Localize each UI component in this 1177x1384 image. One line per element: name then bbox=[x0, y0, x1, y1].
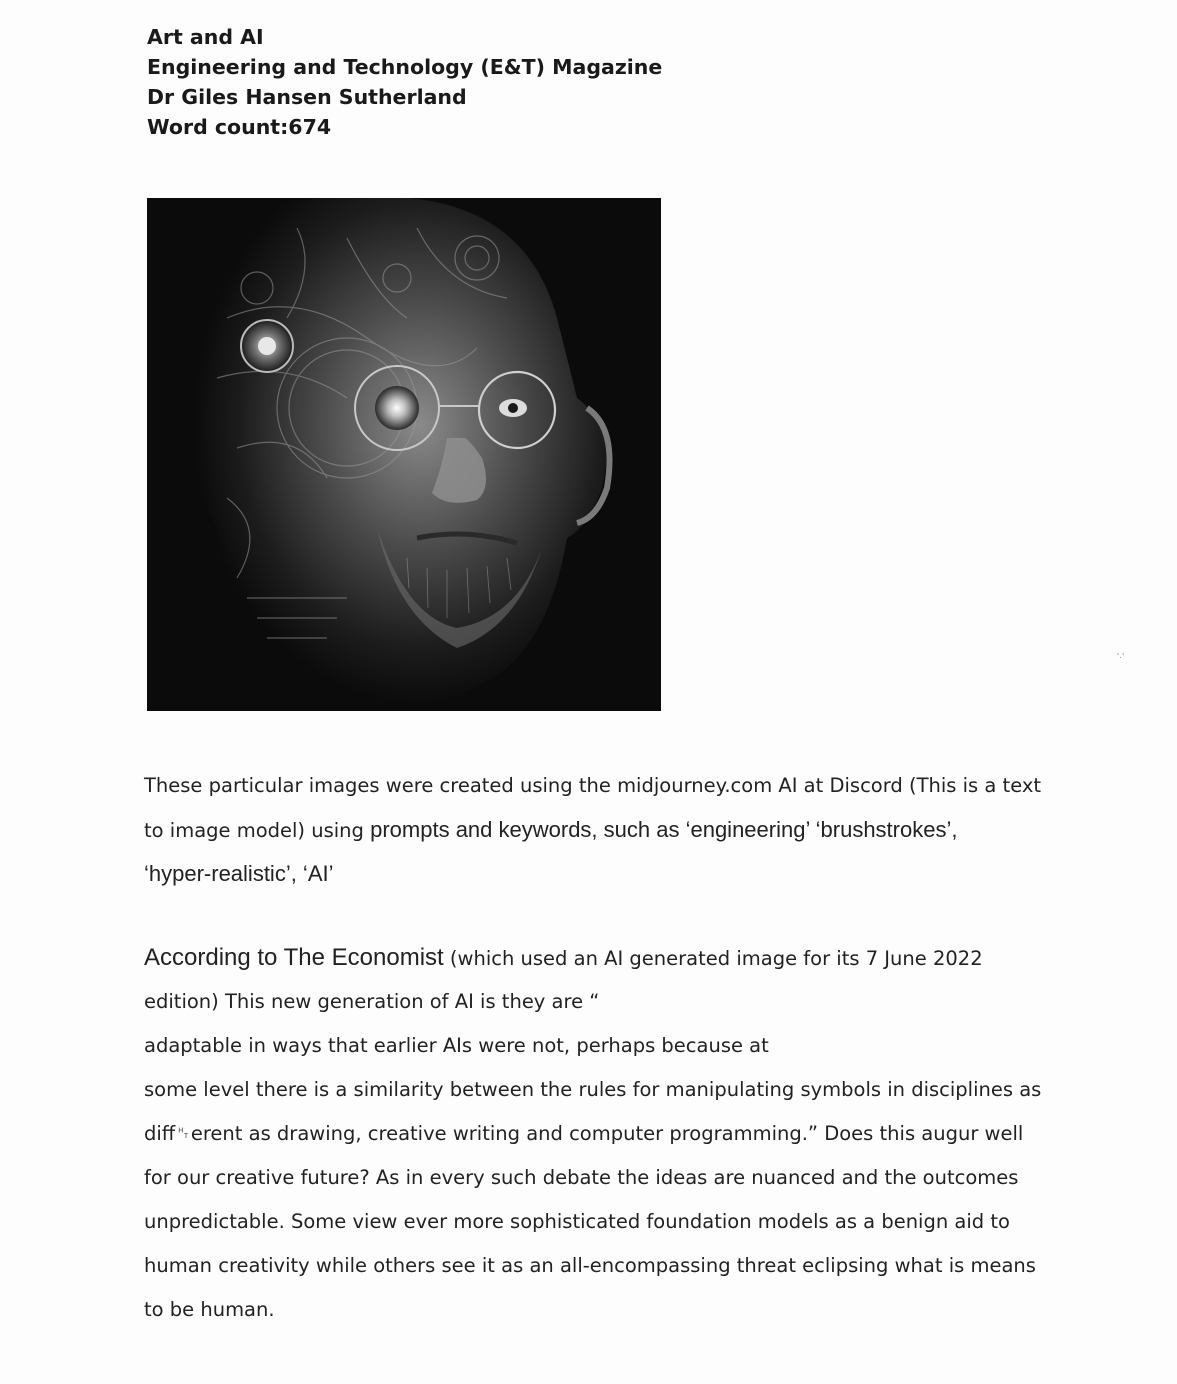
paragraph-line: unpredictable. Some view ever more sophisticated foundation models as a benign aid to bbox=[144, 1210, 1010, 1233]
portrait-illustration bbox=[147, 198, 661, 711]
paragraph-economist bbox=[144, 936, 1064, 1332]
paragraph-line: for our creative future? As in every such debate the ideas are nuanced and the outcomes bbox=[144, 1166, 1019, 1189]
paragraph-text: to image model) using bbox=[144, 819, 371, 842]
paragraph-image-credit bbox=[144, 764, 1064, 896]
document-title: Art and AI bbox=[147, 25, 264, 49]
ai-portrait-image bbox=[147, 198, 661, 711]
publication-name: Engineering and Technology (E&T) Magazine bbox=[147, 55, 663, 79]
paragraph-line bbox=[144, 936, 1064, 980]
document-header bbox=[147, 22, 662, 142]
paragraph-text: According to The Economist bbox=[144, 944, 444, 971]
author-name: Dr Giles Hansen Sutherland bbox=[147, 85, 467, 109]
scan-speck: '·' bbox=[1117, 652, 1125, 663]
paragraph-line: diff␉erent as drawing, creative writing and computer programming.” Does this augur well bbox=[144, 1122, 1024, 1145]
paragraph-text: prompts and keywords, such as ‘engineering’ ‘brushstrokes’, bbox=[370, 817, 958, 842]
paragraph-line bbox=[144, 808, 1064, 852]
paragraph-text: (which used an AI generated image for its 7 June 2022 bbox=[443, 947, 983, 970]
paragraph-line: to be human. bbox=[144, 1298, 275, 1321]
paragraph-line: adaptable in ways that earlier AIs were not, perhaps because at bbox=[144, 1034, 769, 1057]
paragraph-line: These particular images were created using the midjourney.com AI at Discord (This is a text bbox=[144, 774, 1042, 797]
word-count: Word count:674 bbox=[147, 115, 332, 139]
paragraph-line: human creativity while others see it as an all-encompassing threat eclipsing what is means bbox=[144, 1254, 1036, 1277]
paragraph-line: some level there is a similarity between the rules for manipulating symbols in disciplines as bbox=[144, 1078, 1042, 1101]
paragraph-line: ‘hyper-realistic’, ‘AI’ bbox=[144, 861, 334, 886]
paragraph-line: edition) This new generation of AI is they are “ bbox=[144, 990, 600, 1013]
